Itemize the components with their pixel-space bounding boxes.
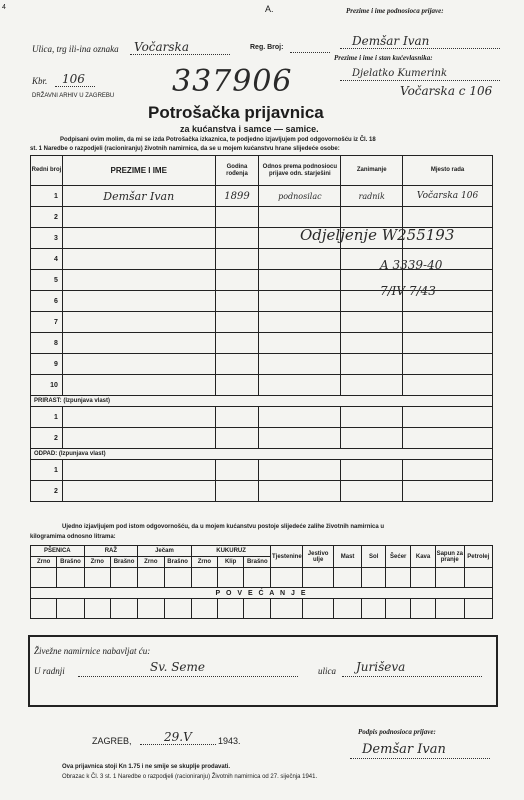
table-cell	[244, 599, 271, 619]
table-cell: 1	[31, 407, 63, 428]
table-cell: KUKURUZ	[191, 546, 271, 557]
odpad-row	[31, 460, 493, 481]
table-cell	[259, 428, 341, 449]
table-cell	[164, 599, 191, 619]
shop-street-label: ulica	[318, 666, 336, 676]
table-cell: 2	[31, 481, 63, 502]
table-cell: 2	[31, 207, 63, 228]
table-cell: Brašno	[164, 557, 191, 568]
table-cell: Klip	[218, 557, 244, 568]
table-cell	[259, 207, 341, 228]
table-cell	[62, 354, 215, 375]
table-cell: 2	[31, 428, 63, 449]
table-cell	[259, 407, 341, 428]
table-cell	[341, 428, 403, 449]
table-cell: RAŽ	[84, 546, 138, 557]
table-cell	[411, 599, 436, 619]
table-row	[31, 312, 493, 333]
table-cell	[138, 568, 164, 588]
table-cell	[57, 599, 84, 619]
col-rel: Odnos prema podnosiocu prijave odn. starješini	[259, 156, 341, 186]
owner-label: Prezime i ime i stan kućevlasnika:	[334, 54, 433, 62]
table-cell: Brašno	[244, 557, 271, 568]
table-cell	[341, 333, 403, 354]
table-cell: Brašno	[57, 557, 84, 568]
archive-stamp: DRŽAVNI ARHIV U ZAGREBU	[32, 93, 115, 99]
table-cell	[386, 599, 411, 619]
table-cell: Sapun za pranje	[435, 546, 464, 568]
table-cell	[218, 568, 244, 588]
table-cell	[215, 207, 259, 228]
odpad-row	[31, 481, 493, 502]
table-cell: 4	[31, 249, 63, 270]
table-cell	[386, 568, 411, 588]
price-note: Ova prijavnica stoji Kn 1.75 i ne smije se skuplje prodavati.	[62, 764, 231, 770]
table-cell	[271, 599, 303, 619]
table-cell: Petrolej	[464, 546, 492, 568]
table-cell	[341, 354, 403, 375]
table-cell	[215, 460, 259, 481]
reg-label: Reg. Broj:	[250, 44, 284, 51]
food-intro-1: Ujedno izjavljujem pod istom odgovornošću, da u mojem kućanstvu postoje slijedeće zalihe životnih namirnica u	[62, 524, 385, 530]
table-cell	[215, 481, 259, 502]
table-cell: Šećer	[386, 546, 411, 568]
table-cell	[259, 333, 341, 354]
annotation-date: 7/IV 7/43	[380, 284, 436, 298]
table-cell	[62, 375, 215, 396]
table-cell	[403, 407, 493, 428]
table-cell: Vočarska 106	[403, 186, 493, 207]
form-note: Obrazac k Čl. 3 st. 1 Naredbe o razpodjeli (racioniranju) Životnih namirnica od 27. siječnja 1941.	[62, 774, 318, 780]
table-cell	[62, 428, 215, 449]
table-cell	[62, 333, 215, 354]
table-cell	[403, 375, 493, 396]
form-title: Potrošačka prijavnica	[148, 103, 324, 122]
applicant-value: Demšar Ivan	[352, 34, 430, 48]
col-num: Redni broj	[31, 156, 63, 186]
table-cell	[215, 312, 259, 333]
annotation-number: A 3339-40	[380, 258, 443, 272]
table-cell	[215, 375, 259, 396]
table-cell	[464, 568, 492, 588]
table-cell	[334, 599, 362, 619]
table-cell	[403, 428, 493, 449]
col-year: Godina rođenja	[215, 156, 259, 186]
col-place: Mjesto rada	[403, 156, 493, 186]
table-part	[31, 588, 493, 599]
table-cell	[341, 460, 403, 481]
table-cell	[259, 354, 341, 375]
table-cell: 7	[31, 312, 63, 333]
table-cell: Kava	[411, 546, 436, 568]
signature: Demšar Ivan	[362, 742, 446, 757]
table-cell	[84, 568, 110, 588]
table-row	[31, 207, 493, 228]
street-value: Vočarska	[134, 40, 189, 54]
table-cell	[62, 291, 215, 312]
intro-line-1: Podpisani ovim molim, da mi se izda Potrošačka izkaznica, te podjedno izjavljujem pod odgovornošću iz Čl. 18	[60, 137, 376, 143]
table-cell	[334, 568, 362, 588]
form-subtitle: za kućanstva i samce — samice.	[180, 124, 319, 134]
table-cell	[259, 375, 341, 396]
table-cell	[259, 460, 341, 481]
table-cell	[31, 599, 57, 619]
odpad-header	[31, 449, 493, 460]
table-part	[31, 546, 493, 557]
table-cell: Brašno	[110, 557, 137, 568]
table-cell	[218, 599, 244, 619]
table-cell	[259, 291, 341, 312]
table-cell	[341, 481, 403, 502]
table-cell: Mast	[334, 546, 362, 568]
intro-line-2: st. 1 Naredbe o razpodjeli (racioniranju) životnih namirnica, da se u mojem kućanstvu hrane slijedeće osobe:	[30, 146, 340, 152]
city: ZAGREB,	[92, 736, 132, 746]
table-cell	[435, 568, 464, 588]
table-cell	[62, 270, 215, 291]
table-cell	[341, 375, 403, 396]
table-cell	[191, 599, 217, 619]
table-cell: 5	[31, 270, 63, 291]
year: 1943.	[218, 736, 241, 746]
col-name: PREZIME I IME	[62, 156, 215, 186]
table-cell	[403, 207, 493, 228]
table-cell	[303, 568, 334, 588]
table-cell: 1	[31, 186, 63, 207]
table-cell: 9	[31, 354, 63, 375]
table-cell	[403, 354, 493, 375]
table-cell	[31, 568, 57, 588]
table-cell	[341, 312, 403, 333]
table-row	[31, 186, 493, 207]
col-job: Zanimanje	[341, 156, 403, 186]
table-cell	[341, 207, 403, 228]
date: 29.V	[164, 730, 192, 744]
table-cell: 1899	[215, 186, 259, 207]
table-cell	[215, 428, 259, 449]
table-cell	[411, 568, 436, 588]
table-part	[31, 599, 493, 619]
table-cell	[215, 270, 259, 291]
shop-intro: Živežne namirnice nabavljat ću:	[34, 646, 151, 656]
table-cell	[435, 599, 464, 619]
house-value: 106	[62, 72, 85, 86]
signature-label: Podpis podnosioca prijave:	[358, 728, 436, 736]
table-cell: Zrno	[138, 557, 164, 568]
table-cell	[403, 481, 493, 502]
table-cell	[62, 407, 215, 428]
food-intro-2: kilogramima odnosno litrama:	[30, 534, 116, 540]
table-cell	[259, 481, 341, 502]
table-cell	[62, 249, 215, 270]
table-part	[31, 568, 493, 588]
table-cell: 1	[31, 460, 63, 481]
table-header	[31, 156, 493, 186]
prirast-header	[31, 396, 493, 407]
table-cell	[57, 568, 84, 588]
table-cell	[215, 291, 259, 312]
table-cell	[215, 228, 259, 249]
shop-label: U radnji	[34, 666, 65, 676]
letter-a: A.	[265, 4, 274, 14]
table-cell	[62, 460, 215, 481]
increase-header: P O V E Ć A N J E	[31, 588, 493, 599]
table-cell	[215, 354, 259, 375]
table-cell: Jestivo ulje	[303, 546, 334, 568]
table-row	[31, 354, 493, 375]
table-cell: Zrno	[191, 557, 217, 568]
table-cell	[215, 249, 259, 270]
house-label: Kbr.	[32, 76, 48, 86]
table-cell: podnosilac	[259, 186, 341, 207]
table-row	[31, 333, 493, 354]
table-cell	[215, 407, 259, 428]
applicant-label: Prezime i ime podnosioca prijave:	[346, 7, 444, 15]
table-cell: radnik	[341, 186, 403, 207]
table-cell	[259, 270, 341, 291]
table-cell: Zrno	[84, 557, 110, 568]
table-cell: ODPAD: (Izpunjava vlast)	[31, 449, 493, 460]
prirast-row	[31, 428, 493, 449]
table-cell	[464, 599, 492, 619]
table-cell	[110, 599, 137, 619]
table-cell: 8	[31, 333, 63, 354]
table-cell: PŠENICA	[31, 546, 85, 557]
stamp-number: 337906	[172, 64, 293, 99]
table-cell	[62, 207, 215, 228]
table-cell	[62, 228, 215, 249]
table-cell: 3	[31, 228, 63, 249]
table-cell	[259, 312, 341, 333]
table-row	[31, 375, 493, 396]
shop-value: Sv. Seme	[150, 660, 206, 674]
table-cell	[215, 333, 259, 354]
table-cell	[259, 249, 341, 270]
table-cell: Demšar Ivan	[62, 186, 215, 207]
table-cell: 10	[31, 375, 63, 396]
corner-mark: 4	[2, 4, 6, 11]
table-cell	[164, 568, 191, 588]
table-cell	[403, 312, 493, 333]
table-cell	[84, 599, 110, 619]
table-cell	[362, 568, 386, 588]
table-cell	[62, 312, 215, 333]
table-cell	[403, 333, 493, 354]
table-cell: Ječam	[138, 546, 192, 557]
owner-value: Djelatko Kumerink	[352, 68, 448, 79]
street-label: Ulica, trg ili-ina oznaka	[32, 44, 119, 54]
table-cell	[362, 599, 386, 619]
supplies-table	[30, 545, 493, 619]
table-cell	[138, 599, 164, 619]
table-cell	[110, 568, 137, 588]
table-cell: PRIRAST: (Izpunjava vlast)	[31, 396, 493, 407]
prirast-row	[31, 407, 493, 428]
owner-address: Vočarska c 106	[400, 84, 493, 98]
table-cell: 6	[31, 291, 63, 312]
table-cell: Sol	[362, 546, 386, 568]
table-cell	[62, 481, 215, 502]
annotation-office: Odjeljenje W255193	[300, 226, 455, 244]
table-cell: Zrno	[31, 557, 57, 568]
table-cell	[303, 599, 334, 619]
table-cell	[271, 568, 303, 588]
table-cell	[403, 460, 493, 481]
table-cell	[244, 568, 271, 588]
table-cell	[341, 407, 403, 428]
persons-table	[30, 155, 493, 502]
shop-street-value: Juriševa	[356, 660, 406, 674]
table-cell	[191, 568, 217, 588]
table-cell: Tjestenine	[271, 546, 303, 568]
